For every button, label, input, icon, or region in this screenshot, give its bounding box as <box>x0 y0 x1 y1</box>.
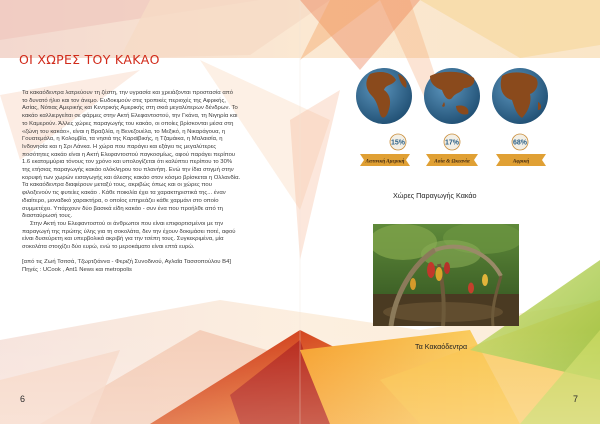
credits-line: [από τις Ζωή Τσιτσά, Τζωρτζιάννα - Φεριζή Συνοδινού, Αγλαΐα Τασσοπούλου Β4] <box>22 259 231 266</box>
photo-caption: Τα Κακαόδεντρα <box>415 342 468 351</box>
percent-latin-america: 15% <box>390 139 406 147</box>
article-body <box>22 90 290 275</box>
body-line: φιλοξενούν τις φυτείες κακάο . Κάθε ποικιλία έχει τα χαρακτηριστικά της... έναν <box>22 190 226 197</box>
body-line: διασταύρωσή τους. <box>22 213 73 220</box>
body-line: το Καμερούν. Άλλες χώρες παραγωγής του κακάο, οι οποίες βρίσκονται μέσα στη <box>22 120 234 127</box>
body-line: παραγωγή της πρώτης ύλης για τη σοκολάτα, δεν την έχουν δοκιμάσει ποτέ, αφού <box>22 228 236 235</box>
globes-caption: Χώρες Παραγωγής Κακάο <box>393 191 477 200</box>
body-line: κορυφή των χωρών εισαγωγής και άλεσης κακάο στον κόσμο βρίσκεται η Ολλανδία. <box>22 174 241 181</box>
body-line: Τα κακαόδεντρα λατρεύουν τη ζέστη, την υγρασία και χρειάζονται προστασία από <box>22 90 234 96</box>
cocoa-production-globes <box>352 62 552 182</box>
globe-asia-oceania <box>424 68 480 150</box>
body-line: ιδιαίτερο, μοναδικό χαρακτήρα, ο οποίος επηρεάζει κάθε χαρμάνι στο οποίο <box>22 197 219 204</box>
body-line: Γουατεμάλα, η Κολομβία, τα νησιά της Καραϊβικής, η Τζαμάικα, η Μαλαισία, η <box>22 136 223 143</box>
body-line: σοκολάτα στοιχίζει δύο ευρώ, ενώ το μεροκάματο είναι επτά ευρώ. <box>22 244 195 251</box>
body-line: το δυνατό ήλιο και τον άνεμο. Ευδοκιμούν στις τροπικές περιοχές της Αφρικής, <box>22 97 226 104</box>
globe-latin-america <box>356 68 412 150</box>
page-title: ΟΙ ΧΩΡΕΣ ΤΟΥ ΚΑΚΑΟ <box>19 52 160 67</box>
body-line: Ινδονησία και η Σρι Λάνκα. Η χώρα που παράγει και εξάγει τις μεγαλύτερες <box>22 143 217 150</box>
percent-africa: 68% <box>512 139 528 147</box>
percent-asia-oceania: 17% <box>444 139 460 147</box>
body-line: Ασίας, Νότιας Αμερικής και Κεντρικής Αμερικής στη σκιά μεγαλύτερων δένδρων. Το <box>22 105 238 112</box>
body-line: Τα κακαόδεντρα διαφέρουν μεταξύ τους, ακριβώς όπως και οι χώρες που <box>22 182 212 189</box>
body-line: συμμετέχει. Υπάρχουν δύο βασικά είδη κακάο - συν ένα που προήλθε από τη <box>22 205 223 212</box>
ribbon-labels <box>360 154 546 166</box>
body-line: 1.6 εκατομμύρια τόνους τον χρόνο και υπολογίζεται ότι καλύπτει περίπου το 30% <box>22 159 233 166</box>
body-line: είναι δυσεύρετη και υπερβολικά ακριβή για την τσέπη τους. Συγκεκριμένα, μία <box>22 236 224 243</box>
left-page-number: 6 <box>20 394 26 404</box>
body-line: «ζώνη του κακάο», είναι η Βραζιλία, η Βενεζουέλα, το Μεξικό, η Νικαράγουα, η <box>22 128 226 135</box>
sources-line: Πηγές : UCook , Ant1 News και metropolis <box>22 267 132 274</box>
right-page-number: 7 <box>573 394 579 404</box>
label-latin-america: Λατινική Αμερική <box>365 158 405 165</box>
body-line: ποσότητες κακάο είναι η Ακτή Ελεφαντοστού παγκοσμίως, αφού παράγει περίπου <box>22 151 236 158</box>
cocoa-trees-photo <box>373 224 519 326</box>
label-africa: Αφρική <box>512 158 530 165</box>
label-asia-oceania: Ασία & Ωκεανία <box>434 158 470 165</box>
body-line: Στην Ακτή του Ελεφαντοστού οι άνθρωποι που είναι επιφορτισμένοι με την <box>30 220 224 227</box>
body-line: κακάο καλλιεργείται σε φάρμες στην Ακτή Ελεφαντοστού, την Γκάνα, τη Νιγηρία και <box>22 113 238 120</box>
body-line: της ετήσιας παραγωγής κακάο ολόκληρου του πλανήτη. Ενώ την ίδια στιγμή στην <box>22 167 234 174</box>
globe-africa <box>492 68 548 150</box>
